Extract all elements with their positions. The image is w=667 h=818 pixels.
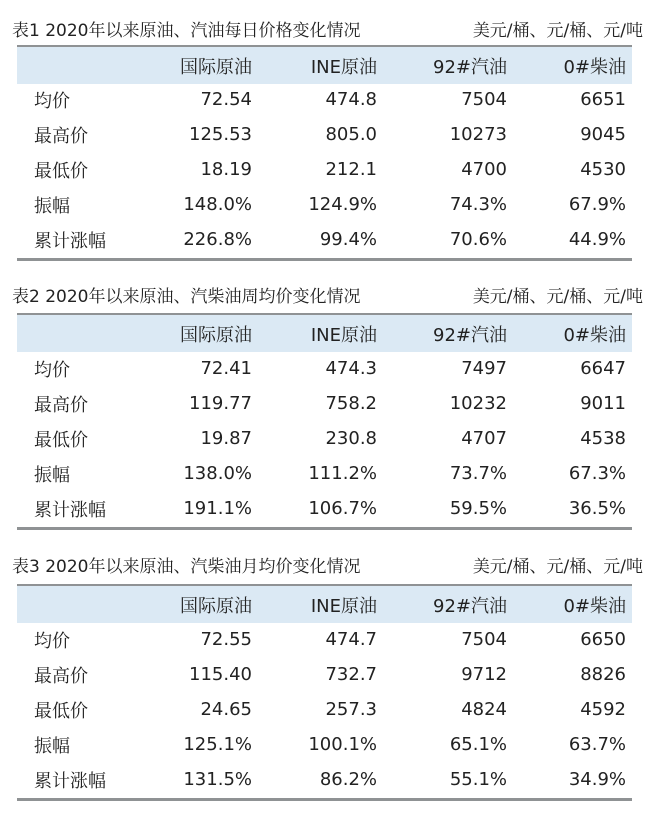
table-cell: 99.4%	[319, 229, 377, 250]
caption-title: 表3 2020年以来原油、汽柴油月均价变化情况	[12, 557, 361, 577]
table-cell: 9712	[461, 664, 507, 685]
table-cell: 34.9%	[568, 769, 626, 790]
table-cell: 106.7%	[308, 498, 377, 519]
table-cell: 758.2	[325, 393, 377, 414]
table-cell: 63.7%	[568, 734, 626, 755]
table-row	[17, 622, 632, 657]
table-cell: 125.53	[189, 124, 252, 145]
table-cell: 9045	[580, 124, 626, 145]
table-row	[17, 351, 632, 386]
table-cell: 10232	[449, 393, 507, 414]
header-cell: 0#柴油	[563, 56, 626, 78]
table-cell: 131.5%	[183, 769, 252, 790]
table-cell: 72.41	[200, 358, 252, 379]
table-cell: 7497	[461, 358, 507, 379]
row-label: 振幅	[34, 195, 70, 217]
row-label: 最高价	[34, 394, 88, 416]
table-cell: 6650	[580, 629, 626, 650]
table-row	[17, 727, 632, 762]
table-cell: 59.5%	[449, 498, 507, 519]
caption-unit: 美元/桶、元/桶、元/吨	[472, 287, 643, 307]
table-cell: 9011	[580, 393, 626, 414]
table-cell: 111.2%	[308, 463, 377, 484]
table-cell: 119.77	[189, 393, 252, 414]
table-cell: 67.3%	[568, 463, 626, 484]
row-label: 最高价	[34, 125, 88, 147]
table-row	[17, 491, 632, 526]
row-label: 累计涨幅	[34, 230, 106, 252]
header-cell: 国际原油	[180, 324, 252, 346]
table-row	[17, 152, 632, 187]
caption-unit: 美元/桶、元/桶、元/吨	[472, 21, 643, 41]
table-caption	[12, 552, 643, 582]
table-cell: 24.65	[200, 699, 252, 720]
table-cell: 230.8	[325, 428, 377, 449]
table-cell: 67.9%	[568, 194, 626, 215]
table-row	[17, 692, 632, 727]
table-cell: 115.40	[189, 664, 252, 685]
table-cell: 474.7	[325, 629, 377, 650]
table-cell: 72.54	[200, 89, 252, 110]
table-cell: 7504	[461, 629, 507, 650]
table-cell: 4530	[580, 159, 626, 180]
table-row	[17, 421, 632, 456]
table-caption	[12, 282, 643, 312]
table-cell: 74.3%	[449, 194, 507, 215]
table-cell: 138.0%	[183, 463, 252, 484]
table-cell: 4700	[461, 159, 507, 180]
table-cell: 212.1	[325, 159, 377, 180]
table-bottom-rule	[17, 527, 632, 530]
table-cell: 148.0%	[183, 194, 252, 215]
table-row	[17, 222, 632, 257]
table-bottom-rule	[17, 258, 632, 261]
row-label: 累计涨幅	[34, 499, 106, 521]
table-cell: 4707	[461, 428, 507, 449]
table-cell: 805.0	[325, 124, 377, 145]
table-header	[17, 584, 632, 623]
row-label: 累计涨幅	[34, 770, 106, 792]
table-row	[17, 762, 632, 797]
row-label: 最低价	[34, 160, 88, 182]
table-row	[17, 456, 632, 491]
table-cell: 474.8	[325, 89, 377, 110]
table-cell: 100.1%	[308, 734, 377, 755]
header-cell: 92#汽油	[433, 595, 507, 617]
table-cell: 257.3	[325, 699, 377, 720]
table-row	[17, 386, 632, 421]
table-cell: 732.7	[325, 664, 377, 685]
table-cell: 18.19	[200, 159, 252, 180]
table-row	[17, 117, 632, 152]
header-cell: 0#柴油	[563, 324, 626, 346]
table-cell: 125.1%	[183, 734, 252, 755]
table-cell: 55.1%	[449, 769, 507, 790]
table-cell: 19.87	[200, 428, 252, 449]
caption-title: 表2 2020年以来原油、汽柴油周均价变化情况	[12, 287, 361, 307]
table-cell: 4538	[580, 428, 626, 449]
row-label: 均价	[34, 90, 70, 112]
table-cell: 6651	[580, 89, 626, 110]
table-cell: 73.7%	[449, 463, 507, 484]
row-label: 均价	[34, 630, 70, 652]
table-cell: 4592	[580, 699, 626, 720]
table-cell: 65.1%	[449, 734, 507, 755]
table-cell: 36.5%	[568, 498, 626, 519]
table-caption	[12, 16, 643, 46]
table-cell: 4824	[461, 699, 507, 720]
row-label: 最高价	[34, 665, 88, 687]
caption-unit: 美元/桶、元/桶、元/吨	[472, 557, 643, 577]
table-bottom-rule	[17, 798, 632, 801]
row-label: 最低价	[34, 429, 88, 451]
table-header	[17, 45, 632, 84]
table-cell: 8826	[580, 664, 626, 685]
header-cell: 国际原油	[180, 56, 252, 78]
header-cell: INE原油	[310, 324, 377, 346]
table-row	[17, 657, 632, 692]
table-cell: 6647	[580, 358, 626, 379]
header-cell: 92#汽油	[433, 324, 507, 346]
caption-title: 表1 2020年以来原油、汽油每日价格变化情况	[12, 21, 361, 41]
row-label: 均价	[34, 359, 70, 381]
table-cell: 474.3	[325, 358, 377, 379]
header-cell: 0#柴油	[563, 595, 626, 617]
row-label: 振幅	[34, 735, 70, 757]
table-cell: 72.55	[200, 629, 252, 650]
table-cell: 7504	[461, 89, 507, 110]
header-cell: INE原油	[310, 595, 377, 617]
header-cell: INE原油	[310, 56, 377, 78]
table-cell: 44.9%	[568, 229, 626, 250]
table-row	[17, 187, 632, 222]
table-cell: 191.1%	[183, 498, 252, 519]
header-cell: 国际原油	[180, 595, 252, 617]
row-label: 最低价	[34, 700, 88, 722]
table-cell: 70.6%	[449, 229, 507, 250]
row-label: 振幅	[34, 464, 70, 486]
table-cell: 124.9%	[308, 194, 377, 215]
table-header	[17, 313, 632, 352]
table-cell: 226.8%	[183, 229, 252, 250]
table-cell: 86.2%	[319, 769, 377, 790]
table-cell: 10273	[449, 124, 507, 145]
header-cell: 92#汽油	[433, 56, 507, 78]
table-row	[17, 82, 632, 117]
